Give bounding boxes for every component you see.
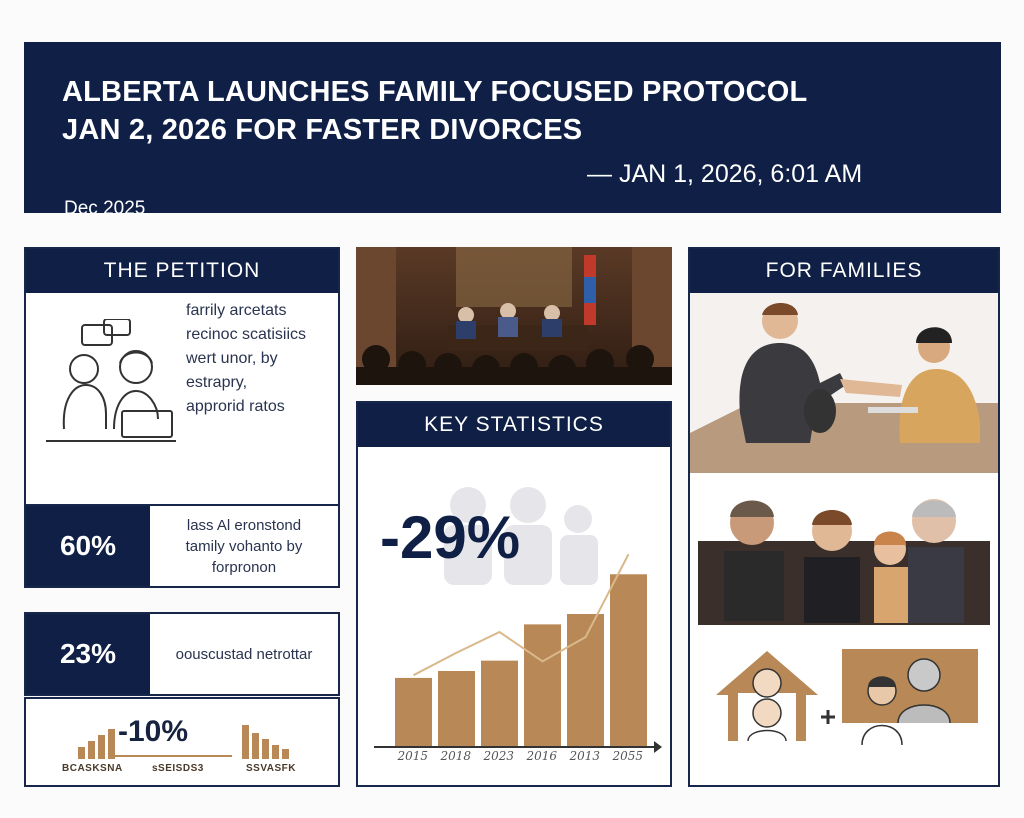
handshake-illustration <box>690 293 998 473</box>
mini-label: BCASKSNA <box>62 763 123 774</box>
petition-text-line: estrapry, <box>186 374 248 391</box>
headline-line-1: ALBERTA LAUNCHES FAMILY FOCUSED PROTOCOL <box>62 76 808 108</box>
underline-decoration <box>112 753 232 759</box>
key-statistic-value: -29% <box>380 504 521 571</box>
stat-desc-line: oouscustad netrottar <box>175 645 313 663</box>
key-statistics-panel <box>356 401 672 787</box>
grandparents-child-icon <box>842 649 978 745</box>
plus-icon <box>818 707 838 727</box>
chart-tick-label: 2016 <box>526 749 558 763</box>
headline-line-2: JAN 2, 2026 FOR FASTER DIVORCES <box>62 114 583 146</box>
mini-label: SSVASFK <box>246 763 296 774</box>
chart-bar <box>524 624 561 747</box>
chart-tick-label: 2018 <box>440 749 472 763</box>
chart-bar <box>395 678 432 747</box>
mini-stat-panel <box>24 697 340 787</box>
petition-text-line: farrily arcetats <box>186 302 287 319</box>
chart-tick-label: 2015 <box>397 749 429 763</box>
person-with-laptop-icon <box>44 319 184 449</box>
chart-axis-arrow <box>654 741 662 753</box>
stat-description <box>150 614 338 694</box>
chart-bar <box>567 614 604 747</box>
stat-value: 60% <box>26 506 150 586</box>
family-group-illustration <box>690 481 998 631</box>
courtroom-photo <box>356 247 672 385</box>
petition-text-line: approrid ratos <box>186 398 285 415</box>
chart-tick-label: 2013 <box>569 749 601 763</box>
header-banner <box>24 42 1001 219</box>
petition-text-line: recinoc scatisiics <box>186 326 307 343</box>
stat-row-23 <box>24 612 340 696</box>
stat-description <box>150 506 338 586</box>
key-statistics-heading: KEY STATISTICS <box>358 403 670 447</box>
stat-desc-line: forpronon <box>211 558 277 576</box>
chart-tick-label: 2055 <box>612 749 644 763</box>
bar-chart <box>358 403 670 787</box>
house-parent-child-icon <box>712 645 822 745</box>
stat-row-60 <box>24 504 340 588</box>
chart-bar <box>610 574 647 747</box>
families-panel <box>688 247 1000 787</box>
chart-bar <box>438 671 475 747</box>
families-heading: FOR FAMILIES <box>690 249 998 293</box>
stat-value: 23% <box>26 614 150 694</box>
mini-bars-right-icon <box>242 725 292 759</box>
header-date: Dec 2025 <box>64 198 146 219</box>
petition-heading: THE PETITION <box>26 249 338 293</box>
chart-bar <box>481 661 518 747</box>
chart-tick-label: 2023 <box>483 749 515 763</box>
petition-text-line: wert unor, by <box>186 350 278 367</box>
header-timestamp: — JAN 1, 2026, 6:01 AM <box>587 160 863 188</box>
stat-desc-line: lass Al eronstond <box>186 516 302 534</box>
stat-desc-line: tamily vohanto by <box>185 537 303 555</box>
mini-stat-value: -10% <box>118 715 189 748</box>
petition-panel <box>24 247 340 507</box>
mini-label: sSEISDS3 <box>152 763 204 774</box>
petition-text <box>186 299 336 419</box>
petition-column <box>24 247 340 787</box>
